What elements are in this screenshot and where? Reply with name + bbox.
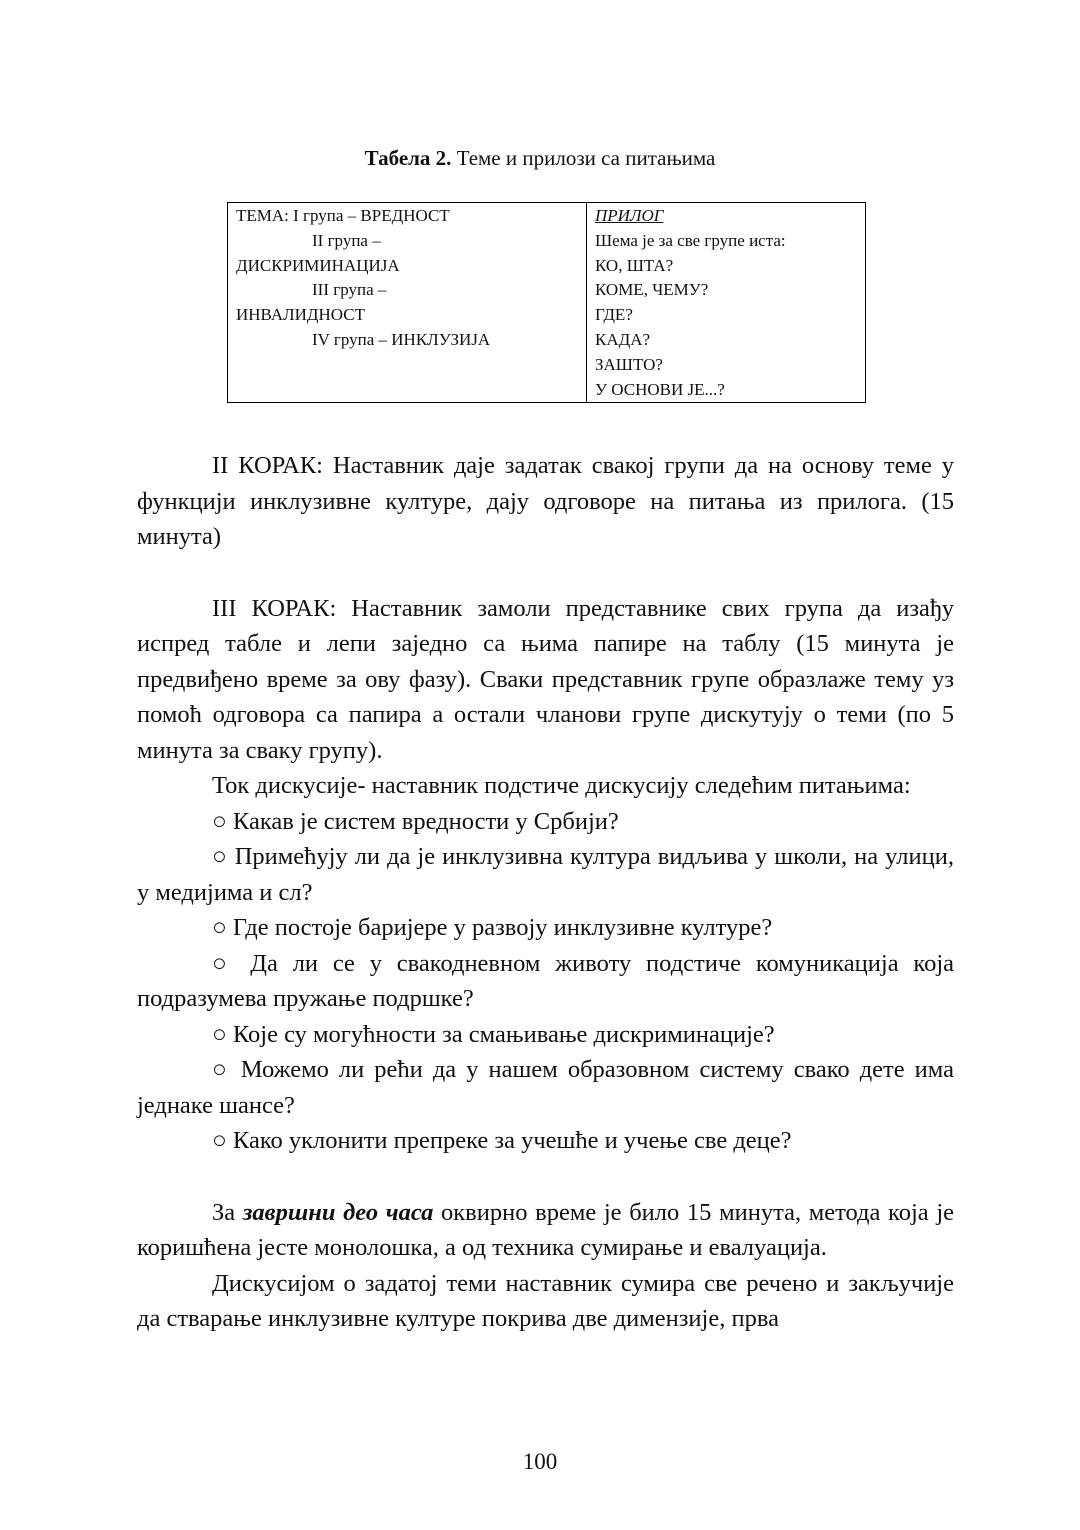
question-item: ○ Где постоје баријере у развоју инклузивне културе?	[212, 914, 773, 941]
step3-paragraph: III КОРАК: Наставник замоли представнике свих група да изађу испред табле и лепи заједно са њима папире на таблу (15 минута је предвиђено време за ову фазу). Сваки представник групе образлаже тему уз помоћ одговора са папира а остали чланови групе дискутују о теми (по 5 минута за сваку групу).	[137, 594, 954, 764]
final-post: оквирно време је било 15 минута, метода која је коришћена јесте монолошка, а од техника сумирање и евалуација.	[137, 1198, 954, 1261]
topic-line: ДИСКРИМИНАЦИЈА	[236, 255, 400, 275]
question-item: ○ Какав је систем вредности у Србији?	[212, 807, 619, 835]
question-item: ○ Да ли се у свакодневном животу подстиче комуникација која подразумева пружање подршке?	[137, 949, 954, 1012]
final-part-paragraph	[137, 1195, 954, 1266]
topic-line: III група –	[312, 280, 387, 300]
attachment-header: ПРИЛОГ	[595, 206, 664, 225]
topics-cell	[228, 203, 587, 403]
attachment-cell	[587, 203, 866, 403]
final-emphasis: завршни део часа	[242, 1198, 434, 1226]
table-caption-text: Теме и прилози са питањима	[456, 146, 716, 170]
body-text	[137, 448, 954, 1337]
attachment-line: КО, ШТА?	[595, 255, 674, 275]
question-item: ○ Које су могућности за смањивање дискриминације?	[212, 1020, 775, 1048]
topic-line: IV група – ИНКЛУЗИЈА	[312, 329, 491, 349]
table-caption	[0, 146, 1080, 171]
page-number: 100	[522, 1449, 558, 1474]
attachment-line: У ОСНОВИ ЈЕ...?	[595, 379, 725, 399]
question-item: ○ Како уклонити препреке за учешће и учење све деце?	[212, 1127, 792, 1154]
question-item: ○ Примећују ли да је инклузивна култура видљива у школи, на улици, у медијима и сл?	[137, 843, 954, 906]
step2-paragraph: II КОРАК: Наставник даје задатак свакој групи да на основу теме у функцији инклузивне културе, дају одговоре на питања из прилога. (15 минута)	[137, 452, 954, 550]
attachment-line: ГДЕ?	[595, 305, 633, 325]
topics-table	[227, 202, 866, 403]
topic-line: ТЕМА: I група – ВРЕДНОСТ	[236, 206, 450, 225]
topic-line: II група –	[312, 230, 381, 250]
attachment-line: Шема је за све групе иста:	[595, 230, 786, 250]
final-pre: За	[212, 1198, 243, 1226]
attachment-line: ЗАШТО?	[595, 354, 663, 374]
attachment-line: КАДА?	[595, 329, 651, 349]
summary-paragraph: Дискусијом о задатој теми наставник сумира све речено и закључије да стварање инклузивне културе покрива две димензије, прва	[137, 1269, 954, 1332]
discussion-intro: Ток дискусије- наставник подстиче дискусију следећим питањима:	[212, 772, 911, 799]
attachment-line: КОМЕ, ЧЕМУ?	[595, 280, 709, 300]
question-item: ○ Можемо ли рећи да у нашем образовном систему свако дете има једнаке шансе?	[137, 1056, 954, 1119]
topic-line: ИНВАЛИДНОСТ	[236, 305, 365, 325]
table-caption-label: Табела 2.	[364, 146, 452, 170]
